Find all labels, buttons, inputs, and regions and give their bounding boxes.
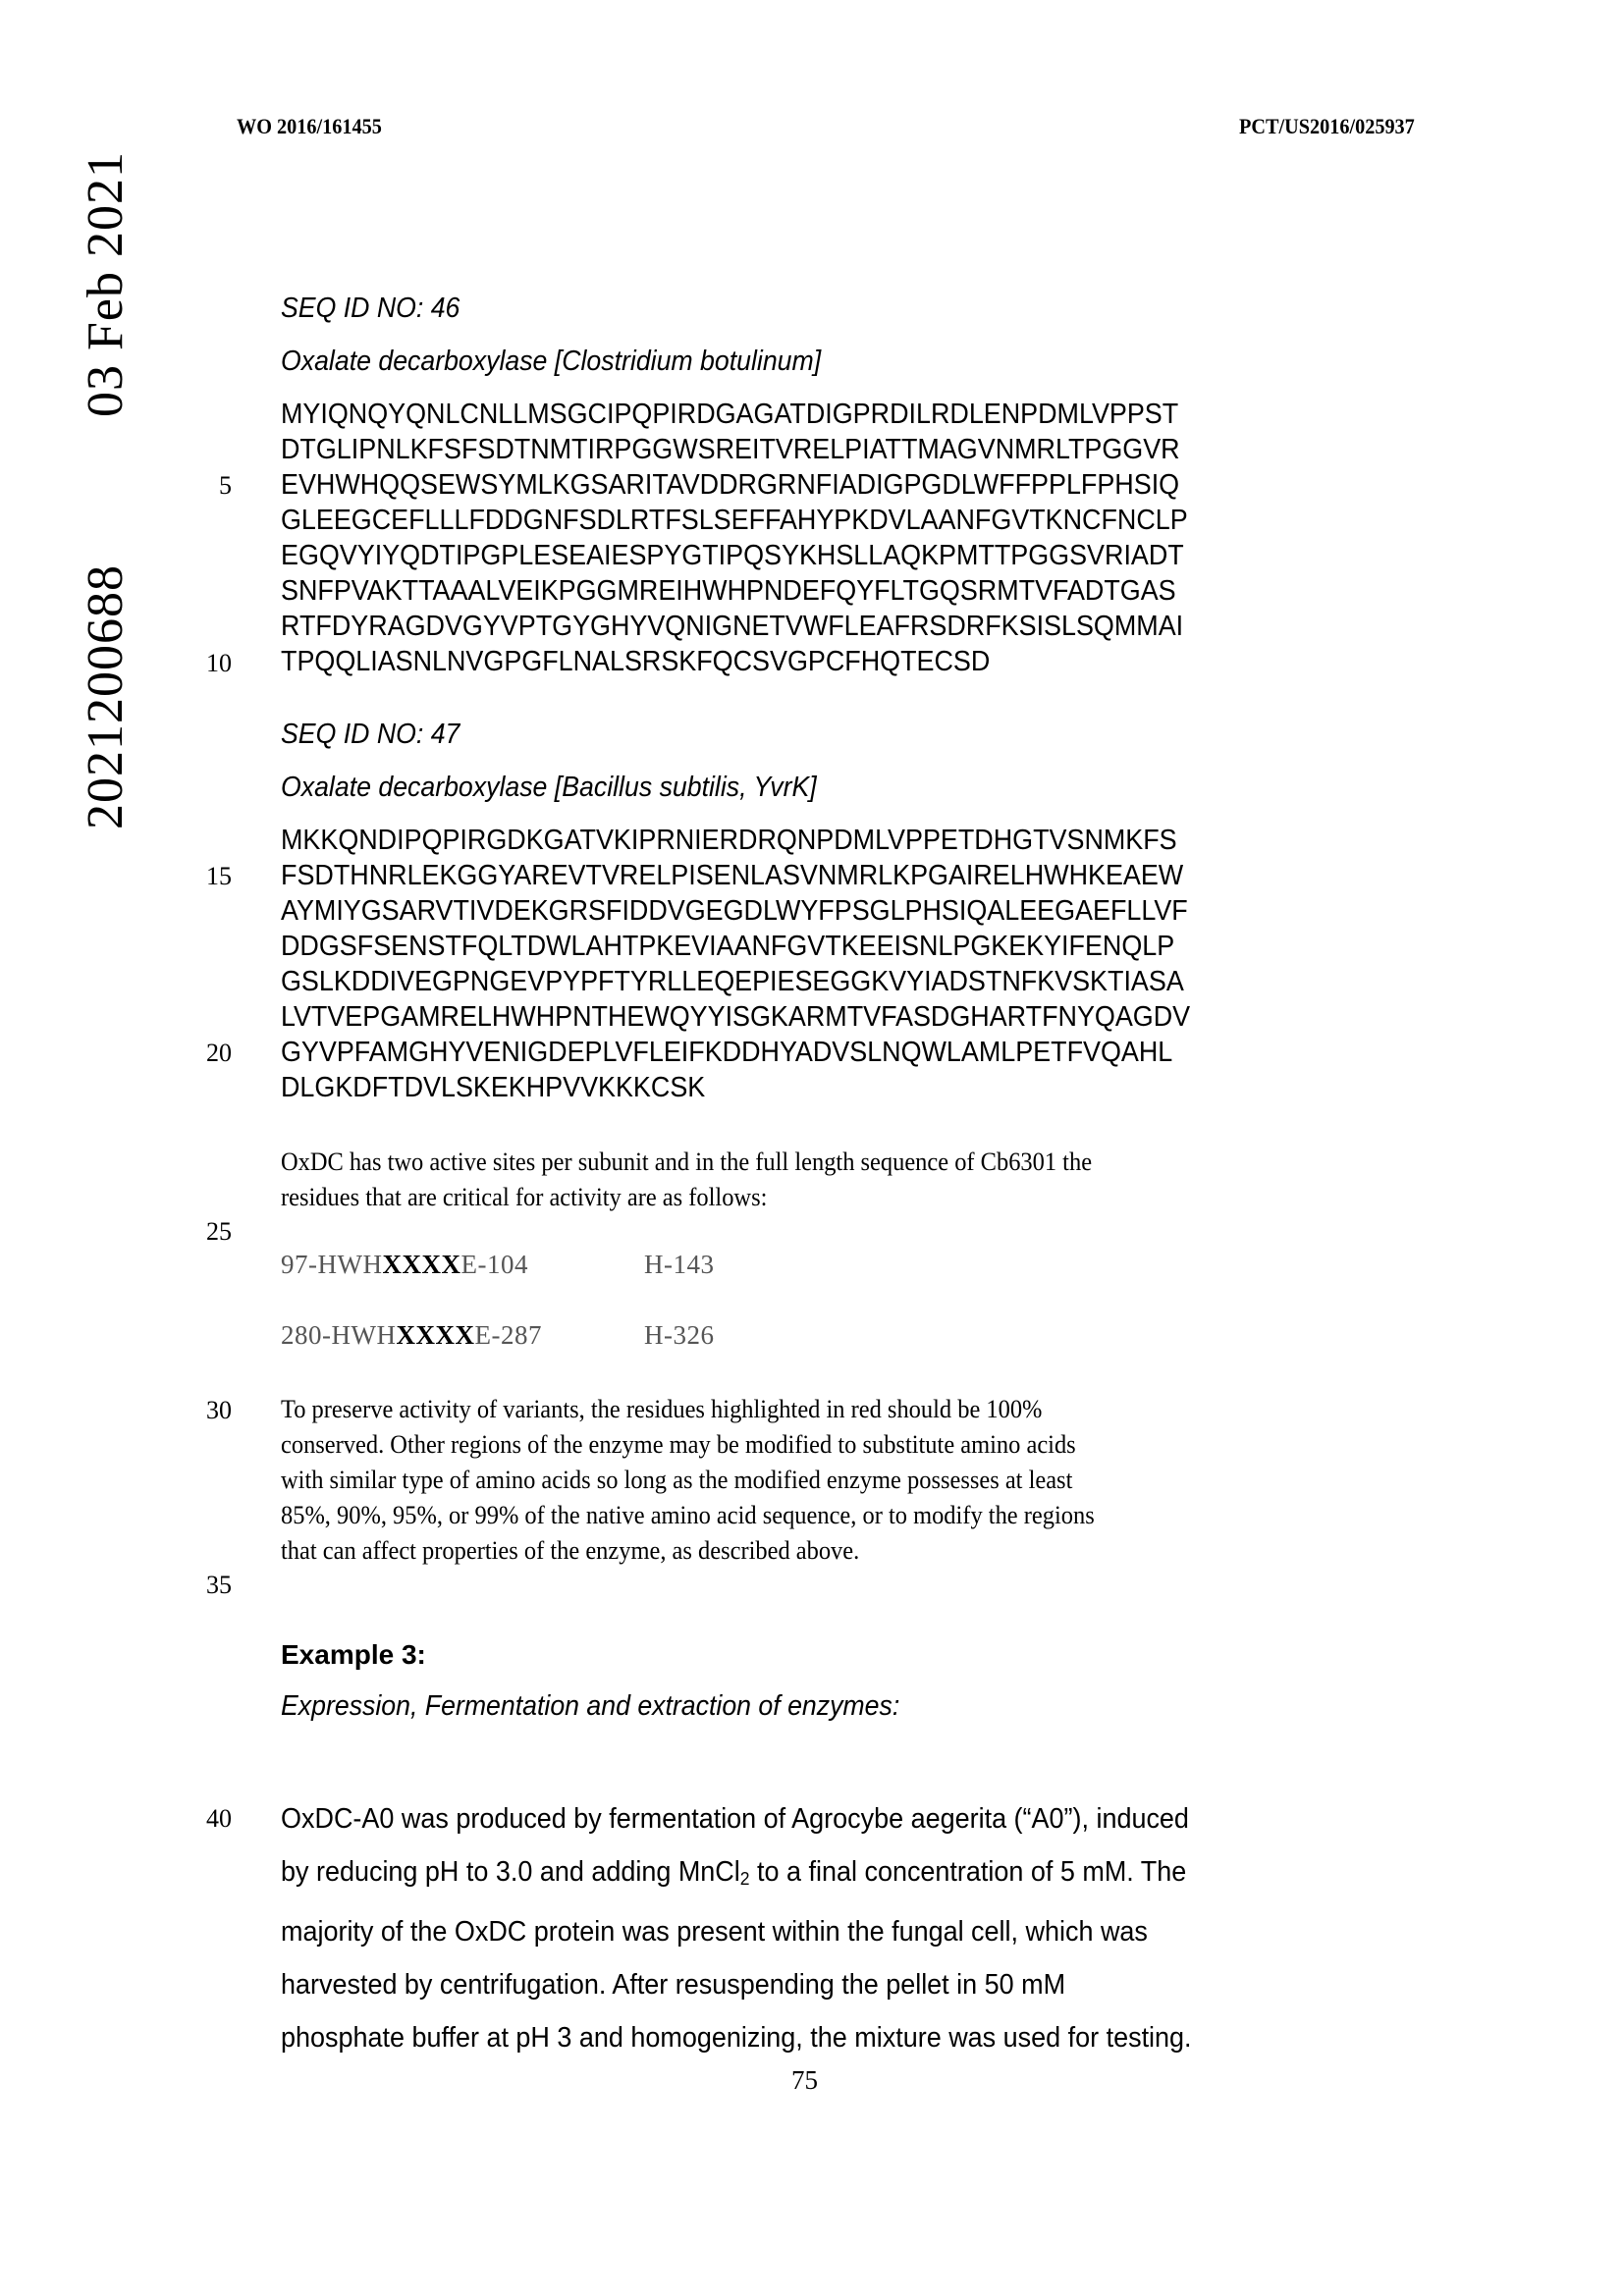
residue-wildcards: XXXX — [382, 1250, 461, 1279]
example-heading: Example 3: — [281, 1639, 426, 1670]
sequence-line: LVTVEPGAMRELHWHPNTHEWQYYISGKARMTVFASDGHARTFNYQAGDV — [281, 1001, 1191, 1033]
sequence-line: TPQQLIASNLNVGPGFLNALSRSKFQCSVGPCFHQTECSD — [281, 646, 991, 677]
fermentation-paragraph — [281, 1792, 1192, 2064]
sequence-line: MKKQNDIPQPIRGDKGATVKIPRNIERDRQNPDMLVPPETDHGTVSNMKFS — [281, 825, 1177, 856]
sequence-line: AYMIYGSARVTIVDEKGRSFIDDVGEGDLWYFPSGLPHSIQALEEGAEFLLVF — [281, 895, 1188, 927]
residue-motif-1 — [281, 1250, 528, 1280]
paragraph-line: with similar type of amino acids so long as the modified enzyme possesses at least — [281, 1466, 1073, 1494]
residue-single-2: H-326 — [644, 1320, 715, 1350]
residue-suffix: E-287 — [474, 1320, 542, 1350]
sequence-line: EVHWHQQSEWSYMLKGSARITAVDDRGRNFIADIGPGDLWFFPPLFPHSIQ — [281, 469, 1180, 501]
sequence-line: MYIQNQYQNLCNLLMSGCIPQPIRDGAGATDIGPRDILRDLENPDMLVPPST — [281, 399, 1179, 430]
margin-stamp-number: 2021200688 — [78, 564, 134, 829]
application-number: PCT/US2016/025937 — [1239, 114, 1415, 138]
text-run: to a final concentration of 5 mM. The — [749, 1856, 1187, 1888]
margin-stamp-date: 03 Feb 2021 — [78, 151, 134, 417]
paragraph-line: that can affect properties of the enzyme, as described above. — [281, 1536, 860, 1565]
line-number: 15 — [206, 862, 232, 890]
paragraph-line: majority of the OxDC protein was present within the fungal cell, which was — [281, 1915, 1148, 1948]
page-number: 75 — [791, 2065, 818, 2095]
text-run: by reducing pH to 3.0 and adding MnCl — [281, 1856, 740, 1888]
conservation-paragraph — [281, 1392, 1095, 1569]
sequence-line: GSLKDDIVEGPNGEVPYPFTYRLLEQEPIESEGGKVYIADSTNFKVSKTIASA — [281, 966, 1184, 997]
line-number: 30 — [206, 1396, 232, 1424]
active-sites-intro — [281, 1145, 1092, 1215]
line-number: 10 — [206, 649, 232, 677]
seq47-description: Oxalate decarboxylase [Bacillus subtilis, YvrK] — [281, 772, 817, 803]
residue-single-1: H-143 — [644, 1250, 715, 1279]
sequence-line: RTFDYRAGDVGYVPTGYGHYVQNIGNETVWFLEAFRSDRFKSISLSQMMAI — [281, 611, 1184, 642]
subscript: 2 — [739, 1867, 750, 1889]
line-number: 25 — [206, 1217, 232, 1246]
paragraph-line: OxDC-A0 was produced by fermentation of Agrocybe aegerita (“A0”), induced — [281, 1803, 1189, 1835]
line-number: 40 — [206, 1804, 232, 1833]
seq46-description: Oxalate decarboxylase [Clostridium botulinum] — [281, 346, 822, 377]
sequence-line: GYVPFAMGHYVENIGDEPLVFLEIFKDDHYADVSLNQWLAMLPETFVQAHL — [281, 1037, 1173, 1068]
sequence-line: SNFPVAKTTAAALVEIKPGGMREIHWHPNDEFQYFLTGQSRMTVFADTGAS — [281, 575, 1176, 607]
sequence-line: GLEEGCEFLLLFDDGNFSDLRTFSLSEFFAHYPKDVLAANFGVTKNCFNCLP — [281, 505, 1188, 536]
seq47-sequence — [281, 823, 1190, 1105]
publication-number: WO 2016/161455 — [237, 114, 382, 138]
residue-prefix: 97-HWH — [281, 1250, 383, 1279]
residue-motif-2 — [281, 1320, 542, 1351]
sequence-line: EGQVYIYQDTIPGPLESEAIESPYGTIPQSYKHSLLAQKPMTTPGGSVRIADT — [281, 540, 1184, 571]
sequence-line: DDGSFSENSTFQLTDWLAHTPKEVIAANFGVTKEEISNLPGKEKYIFENQLP — [281, 931, 1175, 962]
paragraph-line: 85%, 90%, 95%, or 99% of the native amino acid sequence, or to modify the regions — [281, 1501, 1095, 1529]
residue-prefix: 280-HWH — [281, 1320, 397, 1350]
residue-suffix: E-104 — [460, 1250, 528, 1279]
line-number: 35 — [206, 1571, 232, 1599]
sequence-line: FSDTHNRLEKGGYAREVTVRELPISENLASVNMRLKPGAIRELHWHKEAEW — [281, 860, 1184, 891]
paragraph-line: To preserve activity of variants, the residues highlighted in red should be 100% — [281, 1395, 1043, 1423]
seq46-sequence — [281, 397, 1188, 679]
residue-wildcards: XXXX — [396, 1320, 475, 1350]
paragraph-line: phosphate buffer at pH 3 and homogenizing, the mixture was used for testing. — [281, 2021, 1192, 2054]
line-number: 20 — [206, 1039, 232, 1067]
seq46-id-label: SEQ ID NO: 46 — [281, 293, 460, 324]
sequence-line: DLGKDFTDVLSKEKHPVVKKKCSK — [281, 1072, 706, 1103]
paragraph-line — [281, 1845, 1192, 1905]
paragraph-line: conserved. Other regions of the enzyme may be modified to substitute amino acids — [281, 1430, 1076, 1459]
line-number: 5 — [219, 471, 232, 500]
seq47-id-label: SEQ ID NO: 47 — [281, 719, 460, 750]
paragraph-line: residues that are critical for activity are as follows: — [281, 1183, 768, 1211]
paragraph-line: OxDC has two active sites per subunit and in the full length sequence of Cb6301 the — [281, 1148, 1093, 1176]
sequence-line: DTGLIPNLKFSFSDTNMTIRPGGWSREITVRELPIATTMAGVNMRLTPGGVR — [281, 434, 1180, 465]
paragraph-line: harvested by centrifugation. After resuspending the pellet in 50 mM — [281, 1968, 1066, 2001]
example-subheading: Expression, Fermentation and extraction of enzymes: — [281, 1690, 900, 1722]
